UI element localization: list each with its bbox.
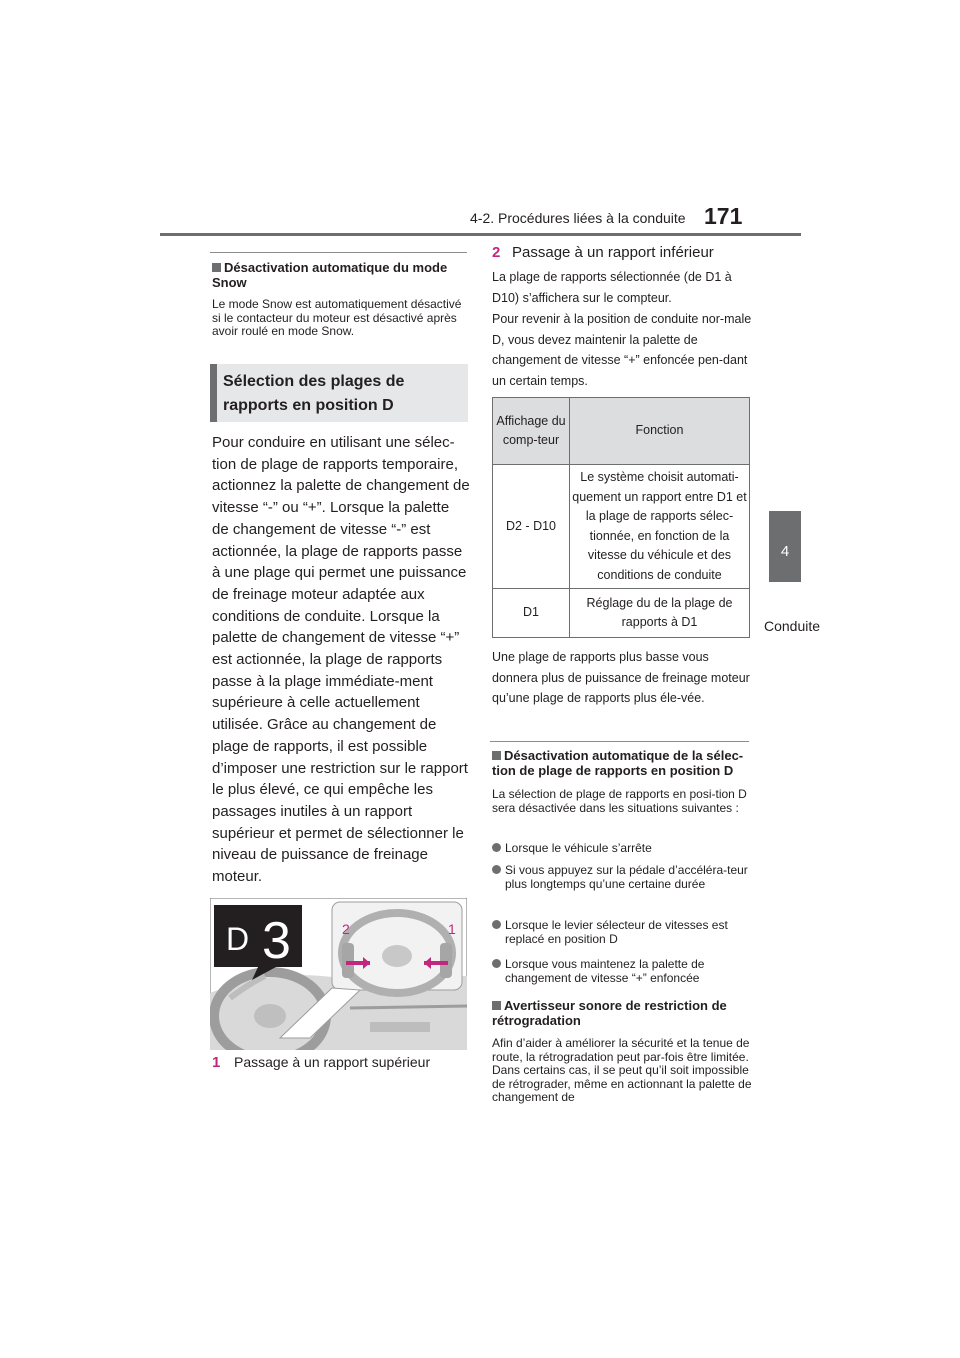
- chapter-label: Conduite: [764, 618, 821, 634]
- subhead-rule: [210, 252, 467, 253]
- caption-number-2: 2: [492, 244, 501, 261]
- caption-upshift: Passage à un rapport supérieur: [234, 1054, 431, 1070]
- lower-range-paragraph: Une plage de rapports plus basse vous donnera plus de puissance de freinage moteur qu’une plage de rapports plus éle-vée.: [492, 650, 750, 706]
- caption-number-1: 1: [212, 1054, 221, 1071]
- circle-bullet-icon: [492, 959, 501, 968]
- circle-bullet-icon: [492, 865, 501, 874]
- paddle-shift-illustration: [210, 898, 467, 1050]
- table-row: [493, 589, 750, 638]
- snow-paragraph: Le mode Snow est automatiquement désactivé si le contacteur du moteur est désactivé après avoir roulé en mode Snow.: [212, 297, 462, 338]
- subhead-rule-2: [490, 741, 749, 742]
- subhead-snow-text: Désactivation automatique du mode Snow: [212, 260, 448, 290]
- buzzer-paragraph: Afin d’aider à améliorer la sécurité et la tenue de route, la rétrogradation peut par-fois être limitée. Dans certains cas, il se peut qu’il soit impossible de rétrograder, même en actionnant la palette de changement de: [492, 1036, 752, 1104]
- table-cell-function: Le système choisit automati-quement un rapport entre D1 et la plage de rapports sélec-tionnée, en fonction de la vitesse du véhicule et des conditions de conduite: [570, 465, 750, 589]
- gear-display-number: 3: [262, 912, 291, 970]
- subhead-auto-cancel: [492, 748, 750, 778]
- section-title-bar: [210, 364, 217, 422]
- section-title: Sélection des plages de rapports en position D: [223, 373, 405, 414]
- function-table: [492, 397, 750, 638]
- auto-cancel-paragraph: La sélection de plage de rapports en posi-tion D sera désactivée dans les situations suivantes :: [492, 787, 747, 815]
- subhead-snow: [212, 260, 468, 290]
- table-row: [493, 465, 750, 589]
- circle-bullet-icon: [492, 843, 501, 852]
- marker-downshift: 2: [342, 921, 350, 937]
- circle-bullet-icon: [492, 920, 501, 929]
- table-cell-function: Réglage du de la plage de rapports à D1: [570, 589, 750, 638]
- table-cell-display: D1: [493, 589, 570, 638]
- table-header-row: [493, 398, 750, 465]
- display-paragraph: La plage de rapports sélectionnée (de D1 à D10) s’affichera sur le compteur.: [492, 270, 732, 305]
- list-item: Lorsque le levier sélecteur de vitesses est replacé en position D: [492, 919, 752, 946]
- subhead-buzzer-text: Avertisseur sonore de restriction de rétrogradation: [492, 998, 727, 1028]
- return-paragraph: Pour revenir à la position de conduite nor-male D, vous devez maintenir la palette de changement de vitesse “+” enfoncée pen-dant un certain temps.: [492, 312, 752, 389]
- list-item: Si vous appuyez sur la pédale d’accéléra-teur plus longtemps qu’une certaine durée: [492, 864, 752, 891]
- subhead-auto-cancel-text: Désactivation automatique de la sélec-tion de plage de rapports en position D: [492, 748, 744, 778]
- header-section-title: 4-2. Procédures liées à la conduite: [470, 210, 686, 226]
- chapter-number: 4: [780, 543, 790, 560]
- header-rule: [160, 233, 801, 236]
- table-header-function: Fonction: [570, 398, 750, 465]
- list-item: Lorsque le véhicule s’arrête: [492, 842, 752, 856]
- table-cell-display: D2 - D10: [493, 465, 570, 589]
- gear-display-text: D: [226, 921, 250, 957]
- table-header-display: Affichage du comp-teur: [493, 398, 570, 465]
- caption-downshift: Passage à un rapport inférieur: [512, 244, 714, 261]
- list-item: Lorsque vous maintenez la palette de changement de vitesse “+” enfoncée: [492, 958, 752, 985]
- square-bullet-icon: [212, 263, 221, 272]
- marker-upshift: 1: [448, 921, 456, 937]
- section-body: Pour conduire en utilisant une sélec-tion de plage de rapports temporaire, actionnez la palette de changement de vitesse “-” ou “+”. Lorsque la palette de changement de vitesse “-” est actionnée, la plage de rapports passe à une plage qui permet une puissance de freinage moteur adaptée aux conditions de conduite. Lorsque la palette de changement de vitesse “+” est actionnée, la plage de rapports passe à la plage immédiate-ment supérieure à celle actuellement utilisée. Grâce au changement de plage de rapports, il est possible d’imposer une restriction sur le rapport le plus élevé, ce qui empêche les passages inutiles à un rapport supérieur et permet de sélectionner le niveau de puissance de freinage moteur.: [212, 434, 470, 886]
- square-bullet-icon: [492, 751, 501, 760]
- page-number: 171: [704, 203, 743, 229]
- subhead-buzzer: [492, 998, 750, 1028]
- square-bullet-icon: [492, 1001, 501, 1010]
